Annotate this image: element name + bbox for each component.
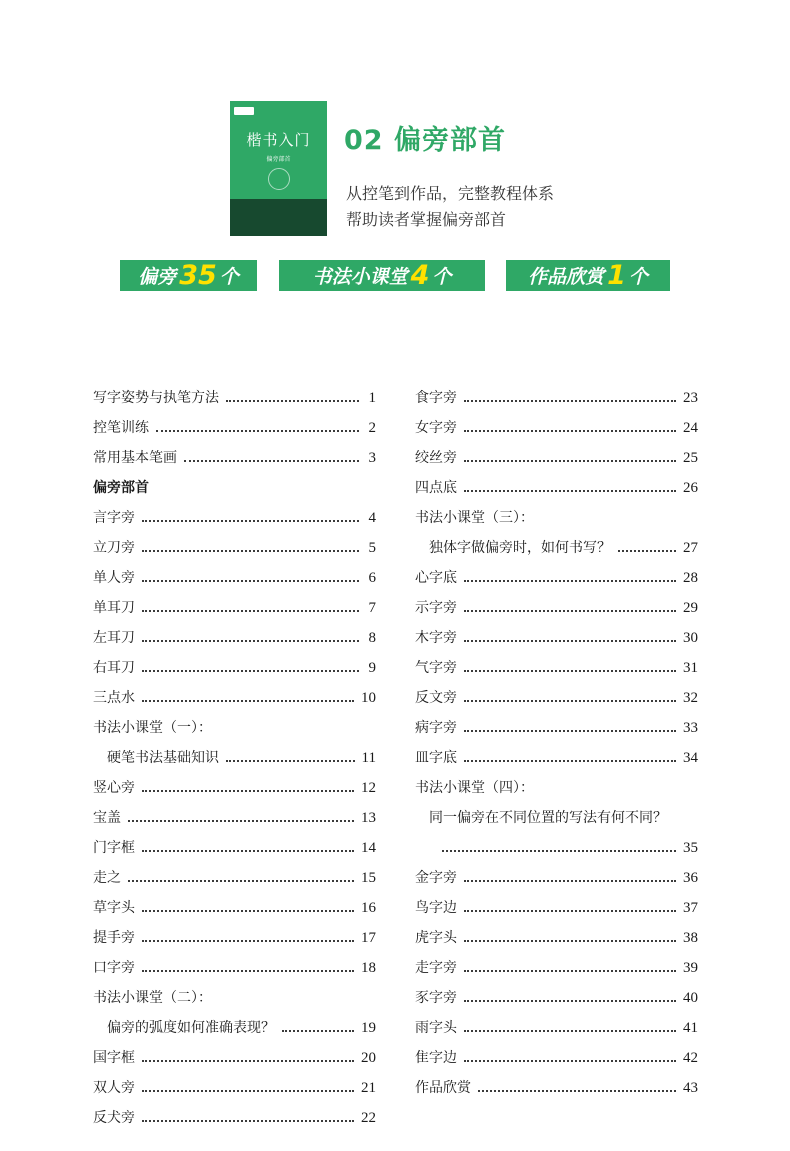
- toc-entry-title: 三点水: [93, 690, 135, 706]
- section-description: 从控笔到作品，完整教程体系: [346, 184, 555, 203]
- toc-page-number: 12: [361, 779, 376, 796]
- toc-entry[interactable]: [415, 863, 698, 893]
- toc-entry-title: 豕字旁: [415, 990, 457, 1006]
- toc-page-number: 13: [361, 809, 376, 826]
- toc-page-number: 28: [683, 569, 698, 586]
- toc-leader-dots: [226, 760, 355, 762]
- toc-entry-title: 走之: [93, 870, 121, 886]
- toc-entry-title: 作品欣赏: [415, 1080, 471, 1096]
- toc-leader-dots: [464, 670, 676, 672]
- toc-entry-title: 草字头: [93, 900, 135, 916]
- toc-leader-dots: [464, 490, 676, 492]
- toc-leader-dots: [464, 910, 676, 912]
- toc-page-number: 20: [361, 1049, 376, 1066]
- toc-leader-dots: [464, 1030, 676, 1032]
- stat-unit: 个: [628, 266, 648, 288]
- toc-leader-dots: [142, 1060, 354, 1062]
- toc-entry-title: 示字旁: [415, 600, 457, 616]
- toc-entry-title: 金字旁: [415, 870, 457, 886]
- toc-entry-title: 虎字头: [415, 930, 457, 946]
- toc-leader-dots: [442, 850, 676, 852]
- toc-page-number: 31: [683, 659, 698, 676]
- toc-leader-dots: [142, 940, 354, 942]
- toc-entry[interactable]: [93, 863, 376, 893]
- toc-leader-dots: [464, 730, 676, 732]
- toc-entry-title: 木字旁: [415, 630, 457, 646]
- toc-leader-dots: [464, 700, 676, 702]
- toc-entry[interactable]: [415, 503, 698, 533]
- toc-leader-dots: [128, 820, 354, 822]
- toc-entry[interactable]: [415, 623, 698, 653]
- toc-page-number: 38: [683, 929, 698, 946]
- stat-number: 1: [607, 260, 626, 291]
- toc-leader-dots: [142, 520, 359, 522]
- toc-entry[interactable]: [415, 833, 698, 863]
- toc-page-number: 32: [683, 689, 698, 706]
- toc-leader-dots: [464, 1000, 676, 1002]
- toc-entry[interactable]: [415, 893, 698, 923]
- toc-leader-dots: [142, 1090, 354, 1092]
- toc-entry[interactable]: [415, 923, 698, 953]
- toc-entry[interactable]: [93, 653, 376, 683]
- toc-page-number: 37: [683, 899, 698, 916]
- toc-entry[interactable]: [93, 833, 376, 863]
- toc-column-left: [93, 383, 376, 1133]
- toc-entry[interactable]: [93, 1103, 376, 1133]
- toc-leader-dots: [142, 790, 354, 792]
- toc-entry-title: 鸟字边: [415, 900, 457, 916]
- toc-entry[interactable]: [415, 413, 698, 443]
- toc-entry-title: 书法小课堂（二）：: [93, 990, 212, 1006]
- toc-entry[interactable]: [415, 803, 698, 833]
- toc-entry-title: 反文旁: [415, 690, 457, 706]
- toc-leader-dots: [478, 1090, 676, 1092]
- toc-leader-dots: [464, 430, 676, 432]
- toc-entry-title: 病字旁: [415, 720, 457, 736]
- toc-entry[interactable]: [415, 473, 698, 503]
- toc-leader-dots: [142, 1120, 354, 1122]
- toc-leader-dots: [282, 1030, 354, 1032]
- stat-label: 偏旁: [138, 266, 177, 288]
- stat-number: 35: [179, 260, 217, 291]
- stat-badge-radicals: [120, 260, 257, 291]
- toc-entry-title: 口字旁: [93, 960, 135, 976]
- toc-entry[interactable]: [415, 593, 698, 623]
- toc-entry-title: 心字底: [415, 570, 457, 586]
- toc-entry[interactable]: [415, 1043, 698, 1073]
- stat-badge-works: [506, 260, 670, 291]
- toc-entry-title: 雨字头: [415, 1020, 457, 1036]
- toc-entry[interactable]: [415, 953, 698, 983]
- toc-leader-dots: [464, 1060, 676, 1062]
- toc-page-number: 8: [368, 629, 376, 646]
- toc-entry[interactable]: [415, 983, 698, 1013]
- toc-entry-title: 右耳刀: [93, 660, 135, 676]
- toc-page-number: 7: [368, 599, 376, 616]
- toc-page-number: 15: [361, 869, 376, 886]
- toc-entry-title: 女字旁: [415, 420, 457, 436]
- toc-entry[interactable]: [93, 893, 376, 923]
- toc-entry-title: 书法小课堂（四）：: [415, 780, 534, 796]
- toc-entry-title: 气字旁: [415, 660, 457, 676]
- toc-entry[interactable]: [93, 473, 376, 503]
- toc-leader-dots: [142, 850, 354, 852]
- toc-entry[interactable]: [415, 383, 698, 413]
- toc-entry[interactable]: [93, 773, 376, 803]
- toc-page-number: 23: [683, 389, 698, 406]
- toc-page-number: 41: [683, 1019, 698, 1036]
- section-description: 帮助读者掌握偏旁部首: [346, 210, 507, 229]
- toc-leader-dots: [464, 580, 676, 582]
- toc-entry-title: 门字框: [93, 840, 135, 856]
- toc-entry[interactable]: [93, 593, 376, 623]
- toc-entry-title: 左耳刀: [93, 630, 135, 646]
- toc-entry-title: 提手旁: [93, 930, 135, 946]
- toc-entry-title: 独体字做偏旁时，如何书写？: [429, 540, 611, 556]
- publisher-logo: [234, 107, 254, 115]
- toc-page-number: 21: [361, 1079, 376, 1096]
- toc-entry[interactable]: [415, 1073, 698, 1103]
- toc-entry-title: 偏旁部首: [93, 480, 149, 496]
- toc-entry[interactable]: [415, 653, 698, 683]
- toc-page-number: 6: [368, 569, 376, 586]
- toc-entry[interactable]: [93, 443, 376, 473]
- toc-entry[interactable]: [93, 713, 376, 743]
- toc-page-number: 33: [683, 719, 698, 736]
- toc-page-number: 11: [361, 749, 376, 766]
- toc-page-number: 1: [368, 389, 376, 406]
- toc-entry-title: 单耳刀: [93, 600, 135, 616]
- toc-entry-title: 硬笔书法基础知识: [107, 750, 219, 766]
- toc-entry-title: 四点底: [415, 480, 457, 496]
- cover-footer-band: [230, 199, 327, 236]
- toc-page-number: 22: [361, 1109, 376, 1126]
- book-cover: [230, 101, 327, 236]
- stat-label: 书法小课堂: [312, 266, 408, 288]
- toc-page-number: 30: [683, 629, 698, 646]
- toc-entry[interactable]: [93, 923, 376, 953]
- toc-entry-title: 食字旁: [415, 390, 457, 406]
- toc-leader-dots: [464, 970, 676, 972]
- toc-page-number: 43: [683, 1079, 698, 1096]
- toc-leader-dots: [464, 610, 676, 612]
- toc-entry-title: 隹字边: [415, 1050, 457, 1066]
- toc-entry[interactable]: [93, 563, 376, 593]
- toc-page-number: 16: [361, 899, 376, 916]
- toc-entry-title: 常用基本笔画: [93, 450, 177, 466]
- toc-page-number: 18: [361, 959, 376, 976]
- toc-leader-dots: [142, 550, 359, 552]
- toc-page-number: 40: [683, 989, 698, 1006]
- toc-entry[interactable]: [93, 803, 376, 833]
- toc-leader-dots: [142, 670, 359, 672]
- toc-page-number: 36: [683, 869, 698, 886]
- toc-entry[interactable]: [415, 773, 698, 803]
- toc-entry[interactable]: [93, 743, 376, 773]
- toc-leader-dots: [128, 880, 354, 882]
- toc-page-number: 14: [361, 839, 376, 856]
- toc-leader-dots: [142, 610, 359, 612]
- toc-leader-dots: [184, 460, 359, 462]
- toc-entry[interactable]: [93, 503, 376, 533]
- toc-entry-title: 国字框: [93, 1050, 135, 1066]
- toc-entry[interactable]: [93, 1073, 376, 1103]
- toc-entry-title: 单人旁: [93, 570, 135, 586]
- toc-column-right: [415, 383, 698, 1103]
- toc-entry[interactable]: [93, 533, 376, 563]
- toc-entry-title: 双人旁: [93, 1080, 135, 1096]
- toc-entry-title: 书法小课堂（三）：: [415, 510, 534, 526]
- toc-entry-title: 走字旁: [415, 960, 457, 976]
- toc-leader-dots: [618, 550, 676, 552]
- toc-entry[interactable]: [415, 743, 698, 773]
- toc-page-number: 19: [361, 1019, 376, 1036]
- toc-entry-title: 同一偏旁在不同位置的写法有何不同？: [429, 810, 667, 826]
- toc-entry-title: 书法小课堂（一）：: [93, 720, 212, 736]
- toc-page-number: 26: [683, 479, 698, 496]
- toc-page-number: 17: [361, 929, 376, 946]
- toc-page-number: 24: [683, 419, 698, 436]
- toc-leader-dots: [142, 580, 359, 582]
- toc-page-number: 25: [683, 449, 698, 466]
- toc-leader-dots: [142, 910, 354, 912]
- toc-leader-dots: [464, 940, 676, 942]
- toc-page-number: 9: [368, 659, 376, 676]
- toc-page-number: 42: [683, 1049, 698, 1066]
- toc-entry[interactable]: [93, 1013, 376, 1043]
- toc-entry-title: 反犬旁: [93, 1110, 135, 1126]
- toc-page-number: 39: [683, 959, 698, 976]
- toc-page-number: 35: [683, 839, 698, 856]
- toc-entry[interactable]: [415, 683, 698, 713]
- toc-entry[interactable]: [415, 533, 698, 563]
- stat-number: 4: [410, 260, 430, 291]
- toc-entry[interactable]: [415, 443, 698, 473]
- toc-entry-title: 皿字底: [415, 750, 457, 766]
- toc-entry-title: 竖心旁: [93, 780, 135, 796]
- toc-leader-dots: [464, 400, 676, 402]
- toc-entry-title: 偏旁的弧度如何准确表现？: [107, 1020, 275, 1036]
- toc-page-number: 4: [368, 509, 376, 526]
- toc-entry[interactable]: [415, 713, 698, 743]
- toc-leader-dots: [464, 460, 676, 462]
- toc-entry-title: 绞丝旁: [415, 450, 457, 466]
- cover-publisher-bar: [234, 106, 323, 116]
- section-title: 02 偏旁部首: [344, 125, 506, 156]
- toc-leader-dots: [226, 400, 359, 402]
- toc-leader-dots: [142, 640, 359, 642]
- toc-leader-dots: [464, 640, 676, 642]
- stat-unit: 个: [219, 266, 239, 288]
- stat-unit: 个: [432, 266, 452, 288]
- toc-page-number: 5: [368, 539, 376, 556]
- toc-entry-title: 立刀旁: [93, 540, 135, 556]
- toc-entry[interactable]: [93, 1043, 376, 1073]
- cover-subtitle: 偏旁部首: [266, 156, 291, 163]
- toc-page-number: 27: [683, 539, 698, 556]
- toc-entry[interactable]: [93, 623, 376, 653]
- toc-page-number: 3: [368, 449, 376, 466]
- toc-page-number: 29: [683, 599, 698, 616]
- cover-title: 楷书入门: [246, 131, 311, 149]
- toc-entry[interactable]: [93, 413, 376, 443]
- toc-leader-dots: [464, 880, 676, 882]
- toc-leader-dots: [464, 760, 676, 762]
- toc-entry-title: 控笔训练: [93, 420, 149, 436]
- toc-leader-dots: [142, 970, 354, 972]
- toc-page-number: 10: [361, 689, 376, 706]
- toc-entry-title: 宝盖: [93, 810, 121, 826]
- toc-leader-dots: [156, 430, 359, 432]
- toc-leader-dots: [142, 700, 354, 702]
- stat-badge-lessons: [279, 260, 485, 291]
- toc-entry[interactable]: [93, 383, 376, 413]
- stat-label: 作品欣赏: [528, 266, 605, 288]
- toc-entry[interactable]: [93, 683, 376, 713]
- toc-entry-title: 写字姿势与执笔方法: [93, 390, 219, 406]
- seal-icon: [268, 168, 290, 190]
- toc-entry-title: 言字旁: [93, 510, 135, 526]
- toc-page-number: 34: [683, 749, 698, 766]
- toc-entry[interactable]: [93, 983, 376, 1013]
- toc-entry[interactable]: [415, 1013, 698, 1043]
- toc-entry[interactable]: [415, 563, 698, 593]
- toc-page-number: 2: [368, 419, 376, 436]
- toc-entry[interactable]: [93, 953, 376, 983]
